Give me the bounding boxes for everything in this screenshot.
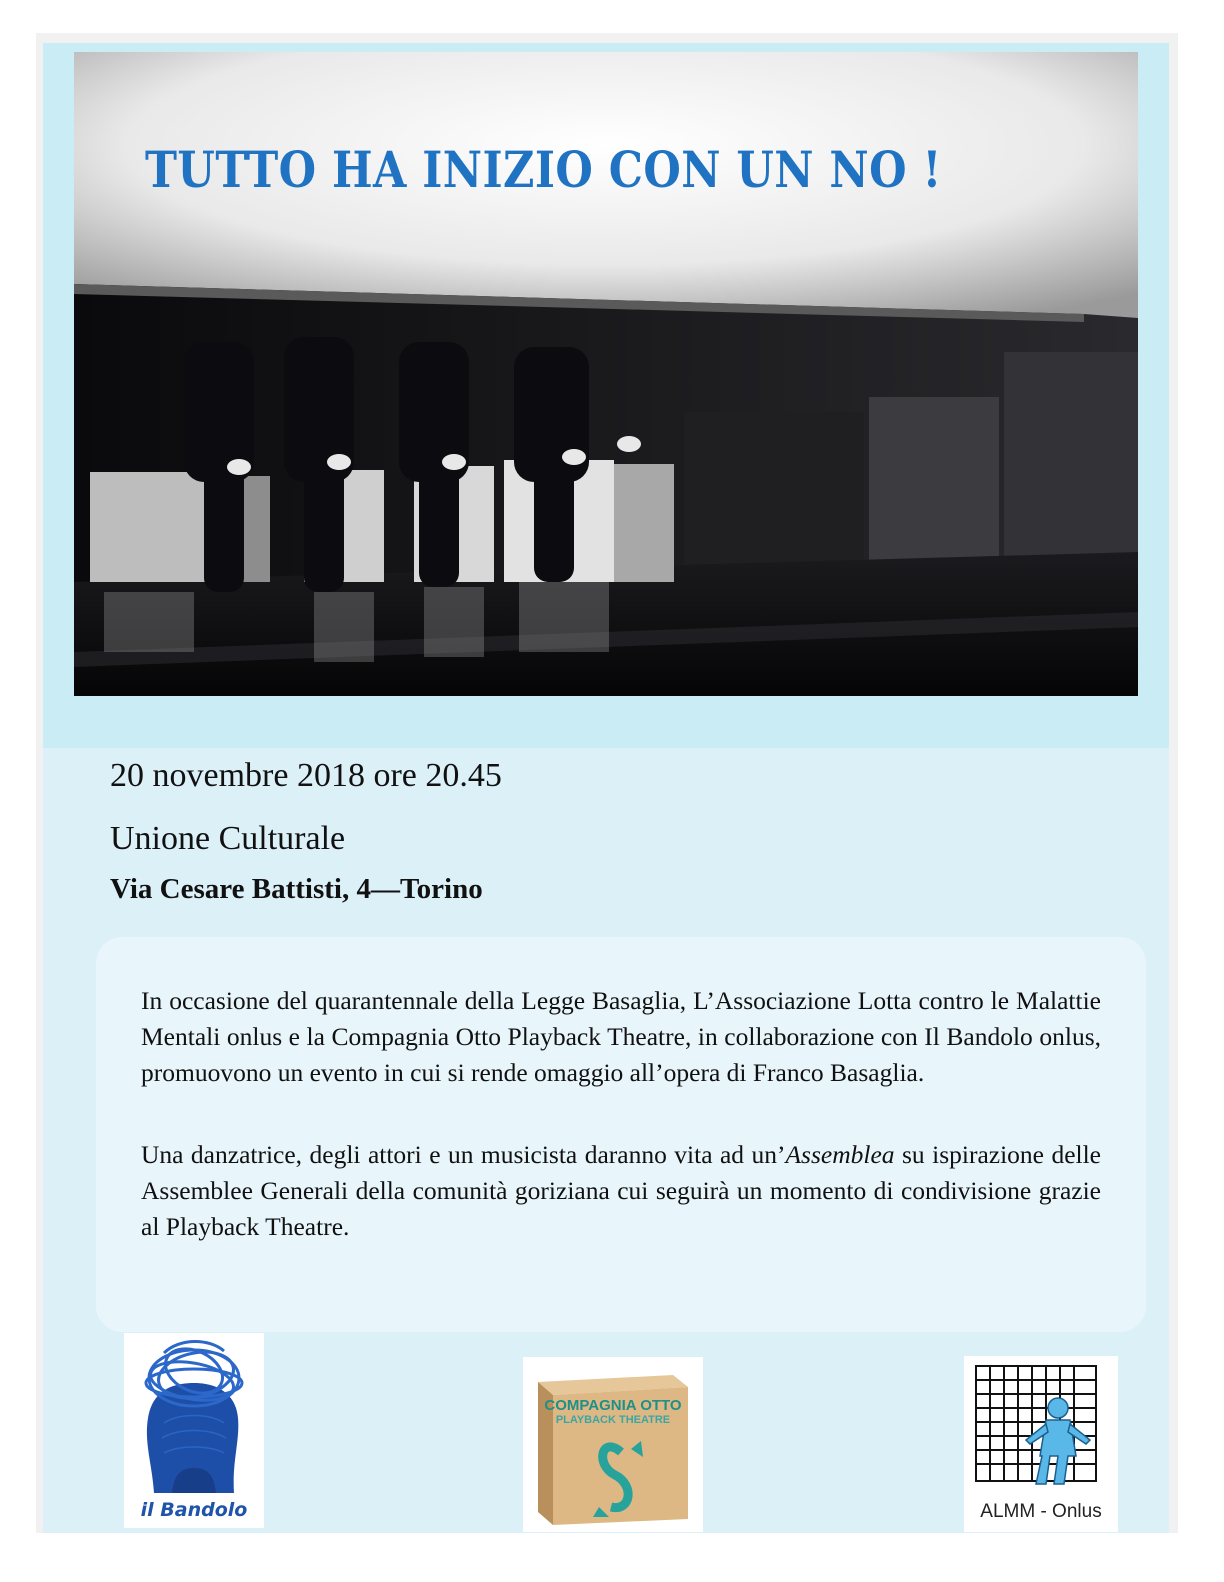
bandolo-head-icon bbox=[124, 1333, 264, 1498]
bandolo-logo bbox=[124, 1333, 264, 1528]
description-paragraph-2 bbox=[141, 1137, 1101, 1245]
compagnia-otto-logo bbox=[523, 1357, 703, 1532]
almm-logo-text: ALMM - Onlus bbox=[980, 1501, 1102, 1522]
venue-address: Via Cesare Battisti, 4—Torino bbox=[110, 873, 483, 905]
otto-logo-title: COMPAGNIA OTTO bbox=[544, 1397, 682, 1414]
event-date: 20 novembre 2018 ore 20.45 bbox=[110, 757, 502, 794]
wooden-cube-icon bbox=[523, 1357, 703, 1532]
assemblea-emphasis: Assemblea bbox=[785, 1140, 895, 1169]
poster-headline: TUTTO HA INIZIO CON UN NO ! bbox=[145, 140, 942, 199]
venue-name: Unione Culturale bbox=[110, 820, 346, 857]
almm-figure-icon bbox=[964, 1356, 1118, 1496]
bandolo-logo-text: il Bandolo bbox=[140, 1499, 248, 1521]
paragraph-2-text-start: Una danzatrice, degli attori e un musicista daranno vita ad un’ bbox=[141, 1140, 786, 1169]
paragraph-2-text-end: su ispirazione delle Assemblee Generali della comunità goriziana cui seguirà un momento di condivisione grazie al Playback Theatre. bbox=[141, 1140, 1101, 1241]
otto-logo-subtitle: PLAYBACK THEATRE bbox=[555, 1414, 671, 1426]
description-paragraph-1: In occasione del quarantennale della Legge Basaglia, L’Associazione Lotta contro le Malattie Mentali onlus e la Compagnia Otto Playback Theatre, in collaborazione con Il Bandolo onlus, promuovono un evento in cui si rende omaggio all’opera di Franco Basaglia. bbox=[141, 986, 1101, 1087]
almm-logo bbox=[964, 1356, 1118, 1532]
